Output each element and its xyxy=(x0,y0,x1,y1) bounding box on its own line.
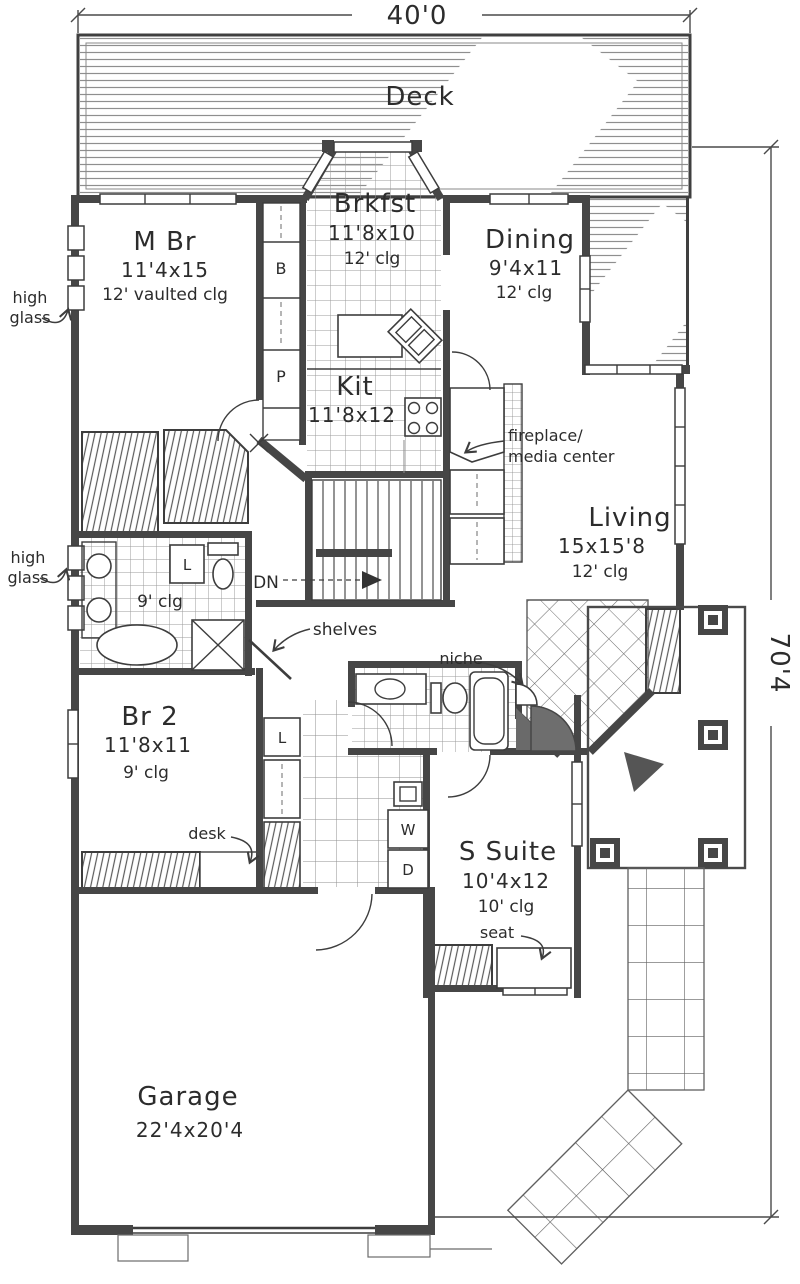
fireplace-arc xyxy=(452,352,490,390)
bedroom2-ceiling: 9' clg xyxy=(123,763,169,783)
foyer-closet xyxy=(646,609,680,693)
bedroom2-closet xyxy=(82,852,200,888)
sink-1 xyxy=(87,554,111,578)
dining-label: Dining xyxy=(485,225,575,255)
laundry-sink xyxy=(394,782,422,806)
garage-size: 22'4x20'4 xyxy=(135,1118,245,1142)
height-dimension-label: 70'4 xyxy=(764,632,794,694)
dining-east-window xyxy=(580,256,590,322)
kitchen-label: Kit xyxy=(336,372,374,402)
living-ceiling: 12' clg xyxy=(571,562,629,582)
dryer-label: D xyxy=(402,861,414,879)
entry-arrow xyxy=(624,752,664,792)
master-size: 11'4x15 xyxy=(121,258,209,282)
suite-east-window xyxy=(572,762,582,846)
window-seat xyxy=(497,948,571,988)
garage-label: Garage xyxy=(137,1082,239,1112)
stair-rail xyxy=(316,549,392,557)
sink-2 xyxy=(87,598,111,622)
hall-shelf-closet xyxy=(264,822,300,888)
suite-ceiling: 10' clg xyxy=(477,897,535,917)
washer-label: W xyxy=(400,821,416,839)
suite-size: 10'4x12 xyxy=(462,869,550,893)
master-ceiling: 12' vaulted clg xyxy=(102,285,228,305)
dining-top-window xyxy=(490,194,568,204)
high-glass-2-line2: glass xyxy=(7,568,49,587)
desk-nook xyxy=(200,852,262,888)
deck-label: Deck xyxy=(385,82,455,112)
linen-hall-label: L xyxy=(277,729,287,747)
corner-shelves xyxy=(249,640,291,679)
bedroom2-size: 11'8x11 xyxy=(104,733,192,757)
living-size: 15x15'8 xyxy=(558,534,646,558)
stove xyxy=(405,398,441,436)
master-bath-ceiling: 9' clg xyxy=(137,592,183,612)
breakfast-ceiling: 12' clg xyxy=(343,249,401,269)
high-glass-windows-1 xyxy=(68,226,84,310)
toilet xyxy=(431,683,467,713)
breakfast-label: Brkfst xyxy=(333,189,417,219)
garage-door-arc xyxy=(316,894,372,950)
fireplace xyxy=(450,388,504,462)
suite-label: S Suite xyxy=(458,837,558,867)
tub xyxy=(470,672,508,750)
down-label: DN xyxy=(253,573,279,593)
tub xyxy=(97,625,177,665)
closet-b-label: B xyxy=(275,259,287,278)
master-closet-2 xyxy=(164,430,248,523)
living-north-window xyxy=(585,365,682,374)
living-east-window xyxy=(675,388,685,544)
hall-tile-upper xyxy=(303,700,348,758)
fireplace-note-line1: fireplace/ xyxy=(508,426,583,445)
bedroom2-west-window xyxy=(68,710,78,778)
living-label: Living xyxy=(588,503,672,533)
closet-p-label: P xyxy=(276,367,286,386)
shower xyxy=(192,620,244,670)
high-glass-1-line2: glass xyxy=(9,308,51,327)
fireplace-note-line2: media center xyxy=(508,447,615,466)
master-label: M Br xyxy=(133,227,197,257)
high-glass-1-line1: high xyxy=(12,288,48,307)
suite-closet xyxy=(430,945,492,987)
width-dimension-label: 40'0 xyxy=(386,1,448,31)
walkway xyxy=(508,868,704,1264)
breakfast-size: 11'8x10 xyxy=(328,221,416,245)
bedroom2-label: Br 2 xyxy=(121,702,179,732)
seat-label: seat xyxy=(479,923,515,942)
garage-door xyxy=(118,1228,492,1261)
master-closet-1 xyxy=(82,432,158,536)
chimney xyxy=(504,384,522,562)
niche-label: niche xyxy=(439,649,483,668)
kitchen-size: 11'8x12 xyxy=(308,403,396,427)
dining-size: 9'4x11 xyxy=(488,256,564,280)
dining-ceiling: 12' clg xyxy=(495,283,553,303)
master-top-window xyxy=(100,194,236,204)
suite-door-arc xyxy=(448,755,490,797)
high-glass-2-line1: high xyxy=(10,548,46,567)
desk-label: desk xyxy=(188,824,226,843)
shelves-label: shelves xyxy=(312,620,378,640)
linen-bath-label: L xyxy=(182,556,192,574)
